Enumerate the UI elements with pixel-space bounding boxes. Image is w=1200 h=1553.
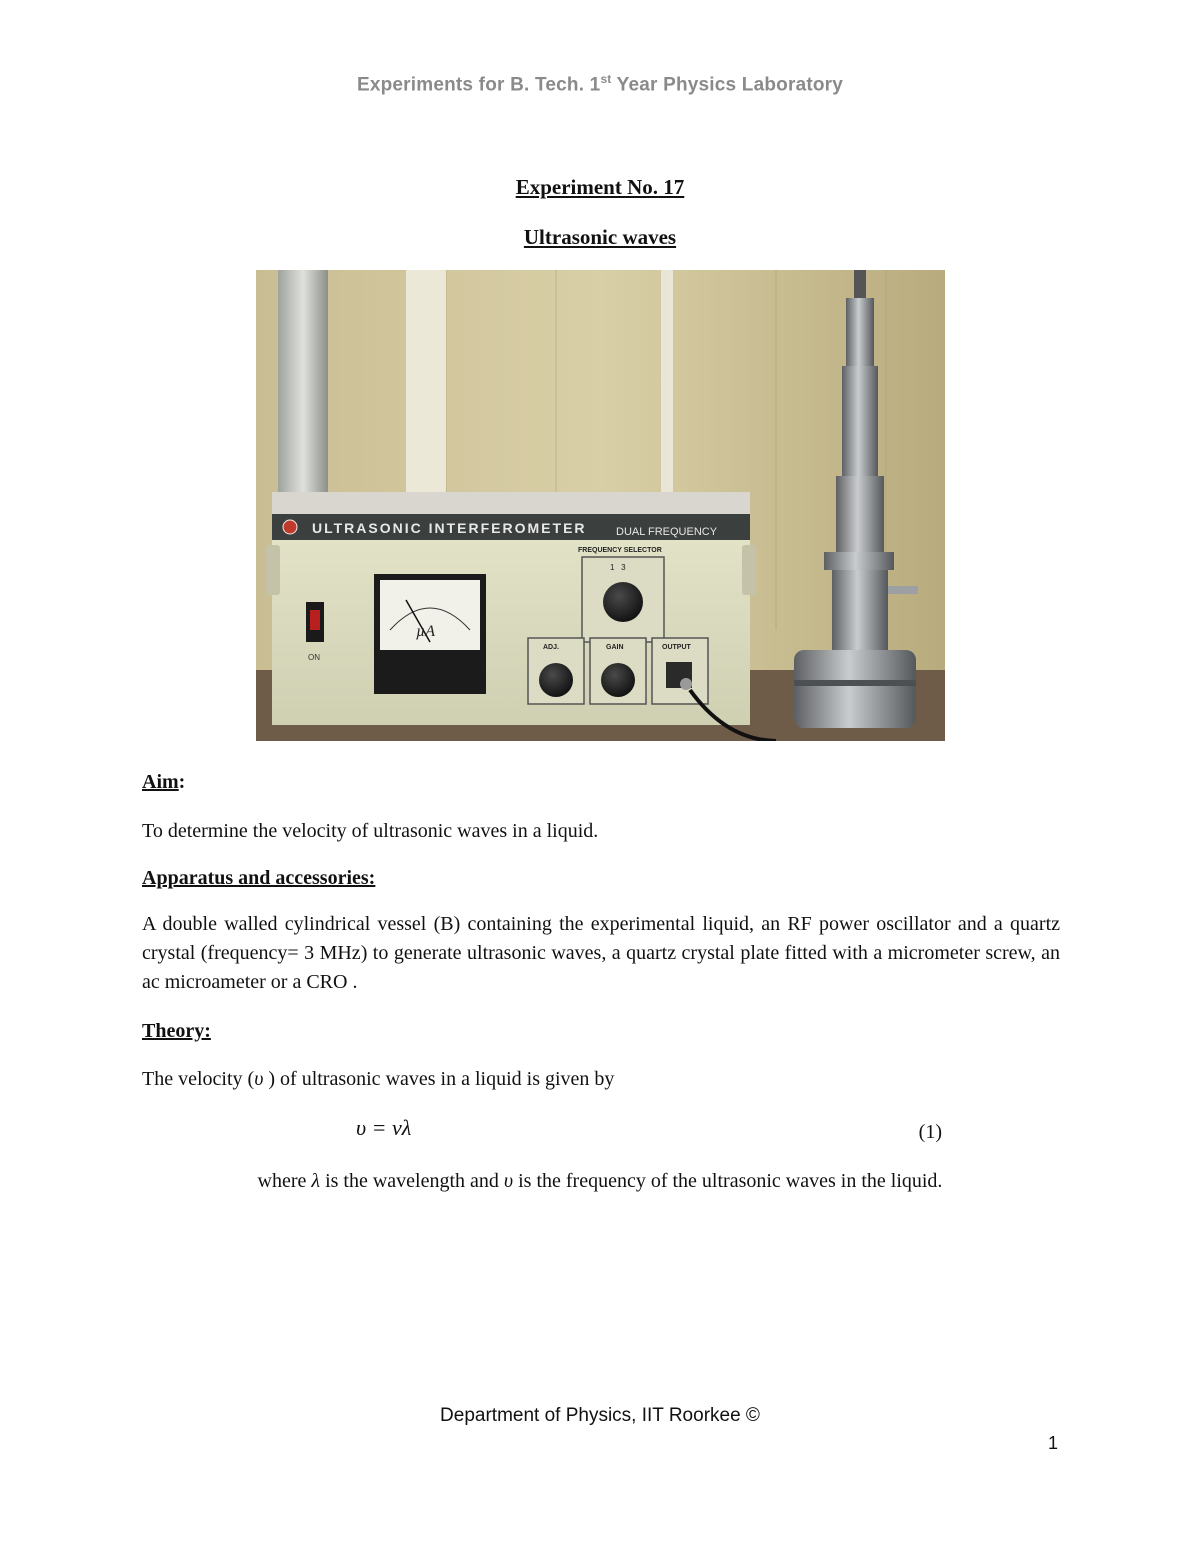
selector-label: FREQUENCY SELECTOR xyxy=(578,547,662,554)
aim-section xyxy=(142,768,1060,846)
adj-label: ADJ. xyxy=(543,644,559,651)
on-label: ON xyxy=(308,653,320,662)
where-line xyxy=(0,1170,1200,1193)
where-part-1: where xyxy=(257,1170,312,1192)
lambda-symbol: λ xyxy=(311,1170,321,1192)
output-label: OUTPUT xyxy=(662,644,691,651)
experiment-number: Experiment No. 17 xyxy=(515,175,685,199)
equation-row xyxy=(142,1115,1060,1145)
experiment-title: Ultrasonic waves xyxy=(523,225,677,249)
page-header xyxy=(0,72,1200,96)
panel-label: ULTRASONIC INTERFEROMETER xyxy=(312,520,587,536)
velocity-symbol: υ xyxy=(254,1068,264,1090)
aim-colon: : xyxy=(178,771,186,793)
theory-section xyxy=(142,1017,1060,1094)
aim-text: To determine the velocity of ultrasonic waves in a liquid. xyxy=(142,820,599,842)
theory-heading: Theory: xyxy=(142,1020,211,1042)
page-footer: Department of Physics, IIT Roorkee © xyxy=(440,1405,760,1426)
apparatus-photo xyxy=(256,270,945,741)
dual-frequency-label: DUAL FREQUENCY xyxy=(616,526,718,538)
header-suffix: Year Physics Laboratory xyxy=(611,74,844,96)
equation-number: (1) xyxy=(918,1121,942,1143)
theory-intro-after: ) of ultrasonic waves in a liquid is given by xyxy=(263,1068,615,1090)
nu-symbol: υ xyxy=(503,1170,514,1192)
apparatus-text: A double walled cylindrical vessel (B) containing the experimental liquid, an RF power oscillator and a quartz crystal (frequency= 3 MHz) to generate ultrasonic waves, a quartz crystal plate fitted with a micrometer screw, an ac microameter or a CRO . xyxy=(142,913,1060,993)
aim-heading: Aim xyxy=(142,771,179,793)
frequency-selector xyxy=(578,547,664,642)
meter-unit: µA xyxy=(416,623,435,640)
apparatus-heading: Apparatus and accessories: xyxy=(142,867,376,889)
where-part-2: is the wavelength and xyxy=(320,1170,504,1192)
header-prefix: Experiments for B. Tech. 1 xyxy=(356,74,601,96)
equation: υ = νλ xyxy=(356,1115,412,1140)
header-superscript: st xyxy=(600,72,612,86)
where-part-3: is the frequency of the ultrasonic waves in the liquid. xyxy=(513,1170,943,1192)
microammeter xyxy=(374,574,486,694)
apparatus-section xyxy=(142,864,1060,997)
gain-label: GAIN xyxy=(606,644,624,651)
theory-intro xyxy=(142,1065,1060,1094)
theory-intro-before: The velocity ( xyxy=(142,1068,255,1090)
selector-marks: 1 3 xyxy=(610,563,626,572)
page-number: 1 xyxy=(1047,1433,1058,1453)
